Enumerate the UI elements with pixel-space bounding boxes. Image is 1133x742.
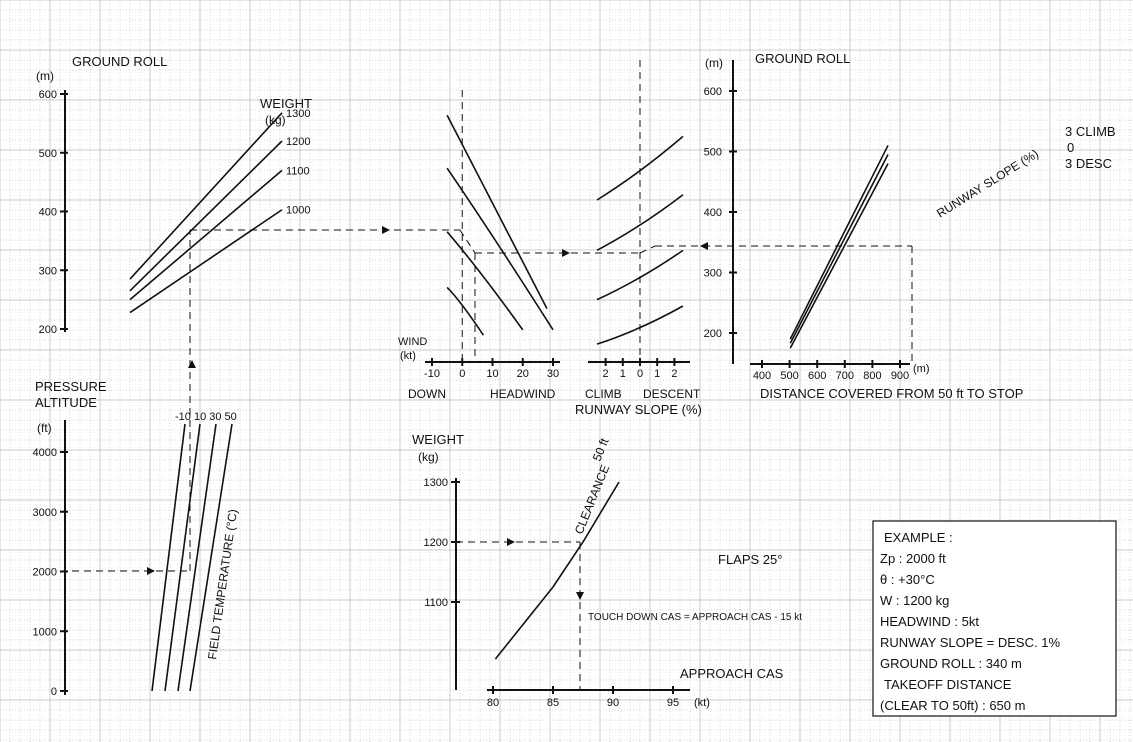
distance-panel-x-unit: (m) bbox=[913, 363, 930, 375]
wind-headwind-label: HEADWIND bbox=[490, 387, 556, 401]
wind-axis-label: WIND bbox=[398, 336, 428, 348]
weight-curve-label-1000: 1000 bbox=[286, 204, 311, 217]
example-line-1: EXAMPLE : bbox=[884, 530, 953, 545]
example-line-8: TAKEOFF DISTANCE bbox=[884, 677, 1012, 692]
weight-legend-title: WEIGHT bbox=[260, 96, 312, 111]
slope-climb-label: CLIMB bbox=[585, 387, 622, 401]
example-line-9: (CLEAR TO 50ft) : 650 m bbox=[880, 698, 1026, 713]
approach-panel-x-tick-label: 85 bbox=[546, 697, 560, 709]
flaps-label: FLAPS 25° bbox=[718, 552, 783, 567]
approach-weight-label: WEIGHT bbox=[412, 432, 464, 447]
distance-panel-x-tick-label: 800 bbox=[863, 370, 882, 382]
distance-panel-x-tick-label: 500 bbox=[780, 370, 799, 382]
example-path-arrow bbox=[382, 226, 390, 234]
distance-panel-y-tick-label: 300 bbox=[703, 267, 722, 280]
temperature-curve--10 bbox=[152, 424, 185, 691]
weight-curve-label-1300: 1300 bbox=[286, 107, 311, 120]
distance-panel-title: GROUND ROLL bbox=[755, 51, 851, 66]
weight-panel-tick-label: 500 bbox=[38, 147, 57, 160]
slope-label-zero: 0 bbox=[1067, 140, 1075, 155]
example-line-4: W : 1200 kg bbox=[880, 593, 950, 608]
slope-panel-tick-label: 1 bbox=[619, 368, 626, 380]
example-path-arrow bbox=[147, 567, 155, 575]
altitude-panel-tick-label: 0 bbox=[50, 686, 57, 698]
example-path-arrow bbox=[700, 242, 708, 250]
altitude-panel-title-2: ALTITUDE bbox=[35, 395, 97, 410]
distance-panel-y-unit: (m) bbox=[705, 56, 723, 70]
approach-panel-x-tick-label: 80 bbox=[486, 697, 500, 709]
weight-curve-1100 bbox=[130, 170, 282, 299]
approach-cas-unit: (kt) bbox=[694, 697, 710, 709]
weight-panel-title: GROUND ROLL bbox=[72, 54, 168, 69]
approach-panel-y-tick-label: 1200 bbox=[423, 537, 448, 549]
weight-panel-tick-label: 200 bbox=[38, 324, 57, 336]
touchdown-note: TOUCH DOWN CAS = APPROACH CAS - 15 kt bbox=[588, 612, 803, 623]
distance-panel-y-tick-label: 600 bbox=[703, 86, 722, 98]
approach-panel-x-tick-label: 90 bbox=[606, 697, 620, 709]
wind-curve-3 bbox=[447, 232, 523, 330]
wind-panel-tick-label: 0 bbox=[459, 368, 466, 380]
slope-panel-tick-label: 2 bbox=[671, 368, 678, 380]
chart-labels bbox=[33, 51, 1116, 713]
approach-panel-x-tick-label: 95 bbox=[666, 697, 680, 709]
wind-down-label: DOWN bbox=[408, 387, 446, 401]
distance-panel-y-tick-label: 500 bbox=[703, 146, 722, 159]
weight-curve-label-1100: 1100 bbox=[286, 165, 310, 178]
weight-curve-1300 bbox=[130, 113, 282, 279]
slope-descent-label: DESCENT bbox=[643, 387, 701, 401]
altitude-panel-unit: (ft) bbox=[37, 421, 52, 435]
wind-axis-unit: (kt) bbox=[400, 350, 416, 362]
weight-curve-1200 bbox=[130, 141, 282, 291]
slope-panel-tick-label: 2 bbox=[602, 368, 609, 380]
approach-panel-y-tick-label: 1100 bbox=[424, 597, 448, 609]
example-line-6: RUNWAY SLOPE = DESC. 1% bbox=[880, 635, 1061, 650]
example-line-5: HEADWIND : 5kt bbox=[880, 614, 979, 629]
distance-panel-x-tick-label: 700 bbox=[835, 370, 854, 382]
example-path-segment bbox=[640, 246, 655, 253]
clearance-label-1: 50 ft bbox=[589, 436, 612, 464]
distance-curve-3-DESC bbox=[790, 164, 888, 349]
weight-panel-y-unit: (m) bbox=[36, 69, 54, 83]
slope-panel-tick-label: 1 bbox=[654, 368, 661, 380]
weight-curve-1000 bbox=[130, 210, 282, 313]
weight-curve-label-1200: 1200 bbox=[286, 136, 311, 148]
distance-panel-x-tick-label: 600 bbox=[808, 370, 827, 382]
slope-label-climb: 3 CLIMB bbox=[1065, 124, 1116, 139]
temperature-curve-10 bbox=[165, 424, 200, 691]
distance-panel-x-tick-label: 400 bbox=[752, 370, 772, 382]
approach-panel-y-tick-label: 1300 bbox=[423, 477, 448, 489]
wind-panel-tick-label: 30 bbox=[546, 368, 560, 380]
slope-axis-label: RUNWAY SLOPE (%) bbox=[575, 402, 702, 417]
distance-panel-y-tick-label: 200 bbox=[703, 328, 722, 340]
example-path-arrow bbox=[507, 538, 515, 546]
distance-axis-label: DISTANCE COVERED FROM 50 ft TO STOP bbox=[760, 386, 1024, 401]
example-path-arrow bbox=[188, 360, 196, 368]
altitude-panel-title-1: PRESSURE bbox=[35, 379, 107, 394]
distance-curve-0 bbox=[790, 155, 888, 344]
clearance-label-2: CLEARANCE bbox=[571, 462, 613, 537]
wind-panel-tick-label: 20 bbox=[516, 368, 529, 380]
distance-panel-x-tick-label: 900 bbox=[890, 370, 910, 382]
altitude-panel-tick-label: 3000 bbox=[32, 506, 57, 519]
altitude-panel-tick-label: 1000 bbox=[32, 626, 57, 639]
example-line-3: θ : +30°C bbox=[880, 572, 935, 587]
approach-cas-label: APPROACH CAS bbox=[680, 666, 784, 681]
distance-panel-y-tick-label: 400 bbox=[703, 207, 722, 219]
altitude-panel-tick-label: 2000 bbox=[32, 566, 57, 579]
example-path-arrow bbox=[576, 592, 584, 600]
temperature-top-labels: -10 10 30 50 bbox=[175, 411, 237, 423]
altitude-panel-tick-label: 4000 bbox=[32, 447, 57, 459]
runway-slope-curve-label: RUNWAY SLOPE (%) bbox=[934, 146, 1041, 221]
field-temperature-label: FIELD TEMPERATURE (°C) bbox=[205, 508, 241, 661]
wind-curve-4 bbox=[447, 287, 483, 335]
approach-weight-unit: (kg) bbox=[418, 450, 439, 464]
example-line-7: GROUND ROLL : 340 m bbox=[880, 656, 1022, 671]
slope-label-desc: 3 DESC bbox=[1065, 156, 1112, 171]
wind-panel-tick-label: 10 bbox=[486, 368, 499, 380]
weight-panel-tick-label: 600 bbox=[38, 89, 57, 101]
wind-panel-tick-label: -10 bbox=[424, 368, 440, 380]
weight-legend-unit: (kg) bbox=[265, 113, 286, 127]
clearance-curve bbox=[495, 482, 619, 659]
example-line-2: Zp : 2000 ft bbox=[880, 551, 946, 566]
slope-panel-tick-label: 0 bbox=[636, 368, 644, 380]
weight-panel-tick-label: 400 bbox=[38, 206, 57, 219]
weight-panel-tick-label: 300 bbox=[38, 265, 57, 278]
